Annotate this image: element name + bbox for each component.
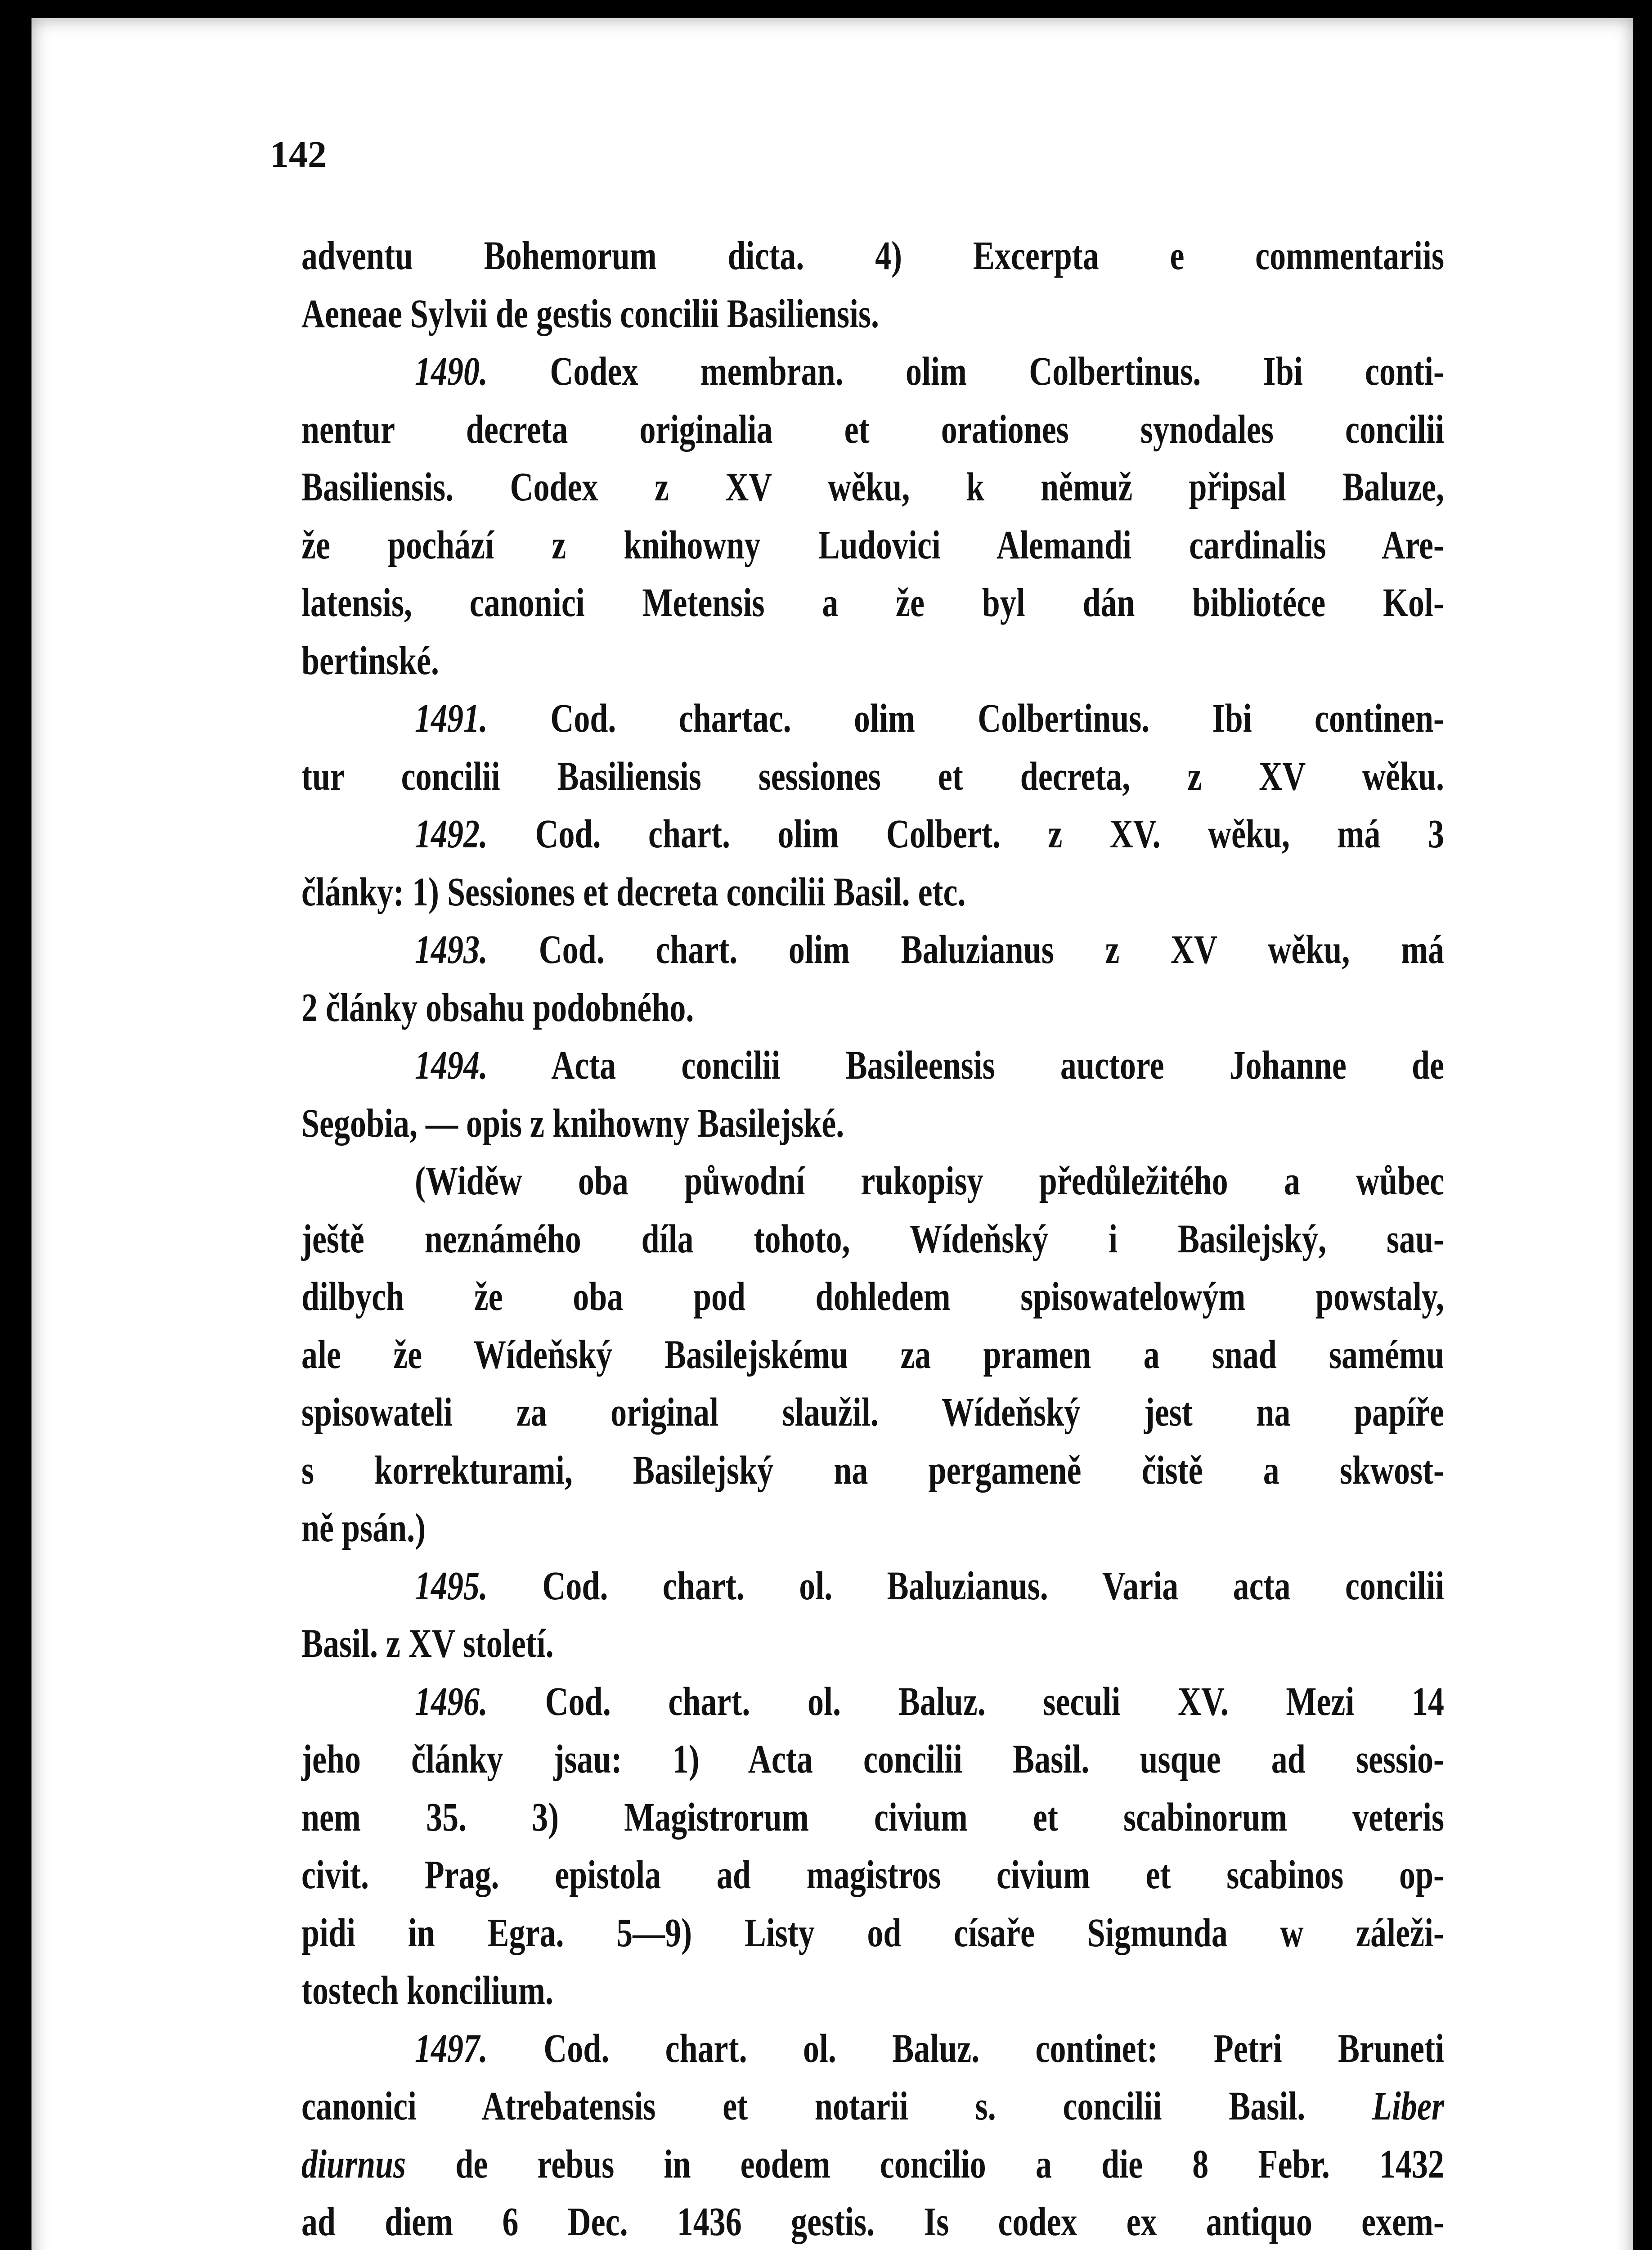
text-run: tostech koncilium.: [301, 1968, 554, 2013]
text-line: [301, 1152, 1444, 1210]
text-run: dilbych že oba pod dohledem spisowatelowým powstaly,: [301, 1274, 1444, 1319]
text-line: [301, 1789, 1444, 1847]
text-line: [301, 1210, 1444, 1269]
text-run: Liber: [1372, 2084, 1444, 2128]
text-line: [301, 1384, 1444, 1442]
text-run: (Widěw oba půwodní rukopisy předůležitého a wůbec: [415, 1159, 1444, 1203]
text-run: Aeneae Sylvii de gestis concilii Basiliensis.: [301, 291, 880, 336]
document-page: [31, 18, 1633, 2250]
text-line: [301, 979, 1444, 1037]
text-run: tur concilii Basiliensis sessiones et decreta, z XV wěku.: [301, 754, 1444, 799]
text-line: [301, 806, 1444, 864]
text-line: [301, 517, 1444, 575]
text-line: [301, 1095, 1444, 1153]
text-run: 2 články obsahu podobného.: [301, 985, 694, 1030]
text-run: pidi in Egra. 5—9) Listy od císaře Sigmunda w záleži-: [301, 1910, 1444, 1955]
text-line: [301, 343, 1444, 401]
text-line: [301, 748, 1444, 806]
text-run: s korrekturami, Basilejský na pergameně čistě a skwost-: [301, 1448, 1444, 1493]
text-line: [301, 1268, 1444, 1326]
text-run: že pochází z knihowny Ludovici Alemandi cardinalis Are-: [301, 522, 1444, 567]
text-run: bertinské.: [301, 638, 439, 683]
text-run: Cod. chartac. olim Colbertinus. Ibi continen-: [488, 696, 1444, 741]
text-run: Acta concilii Basileensis auctore Johanne de: [488, 1043, 1444, 1088]
text-run: latensis, canonici Metensis a že byl dán bibliotéce Kol-: [301, 580, 1444, 625]
text-line: [301, 632, 1444, 690]
text-run: ně psán.): [301, 1506, 426, 1550]
text-run: adventu Bohemorum dicta. 4) Excerpta e commentariis: [301, 234, 1444, 278]
text-run: 1497.: [415, 2026, 488, 2071]
page-number: 142: [270, 134, 327, 176]
text-run: 1491.: [415, 696, 488, 741]
text-line: [301, 2020, 1444, 2078]
text-run: canonici Atrebatensis et notarii s. concilii Basil.: [301, 2084, 1373, 2128]
text-line: [301, 1962, 1444, 2020]
text-line: [301, 401, 1444, 459]
text-line: [301, 690, 1444, 748]
text-run: Codex membran. olim Colbertinus. Ibi conti-: [488, 349, 1444, 394]
text-run: články: 1) Sessiones et decreta concilii Basil. etc.: [301, 869, 966, 914]
text-line: [301, 864, 1444, 922]
text-run: 1490.: [415, 349, 488, 394]
text-run: ale že Wídeňský Basilejskému za pramen a snad samému: [301, 1332, 1444, 1377]
text-run: 1494.: [415, 1043, 488, 1088]
text-run: 1492.: [415, 812, 488, 856]
text-line: [301, 1557, 1444, 1616]
text-run: de rebus in eodem concilio a die 8 Febr. 1432: [406, 2142, 1444, 2187]
text-line: [301, 1615, 1444, 1673]
text-line: [301, 1673, 1444, 1731]
text-line: [301, 2078, 1444, 2136]
text-line: [301, 227, 1444, 285]
text-run: Segobia, — opis z knihowny Basilejské.: [301, 1101, 844, 1146]
text-line: [301, 1846, 1444, 1904]
text-run: jeho články jsau: 1) Acta concilii Basil. usque ad sessio-: [301, 1737, 1444, 1782]
text-run: Basil. z XV století.: [301, 1621, 554, 1666]
text-run: Cod. chart. olim Baluzianus z XV wěku, má: [488, 927, 1444, 972]
text-run: Cod. chart. ol. Baluz. continet: Petri Bruneti: [488, 2026, 1444, 2071]
text-run: Cod. chart. olim Colbert. z XV. wěku, má 3: [488, 812, 1444, 856]
text-run: 1495.: [415, 1563, 488, 1608]
text-line: [301, 1037, 1444, 1095]
text-line: [301, 574, 1444, 632]
text-run: 1493.: [415, 927, 488, 972]
text-run: diurnus: [301, 2142, 406, 2187]
text-run: ještě neznámého díla tohoto, Wídeňský i Basilejský, sau-: [301, 1216, 1444, 1261]
text-line: [301, 1499, 1444, 1557]
text-run: Basiliensis. Codex z XV wěku, k němuž připsal Baluze,: [301, 465, 1444, 509]
text-line: [301, 2193, 1444, 2250]
text-run: spisowateli za original slaužil. Wídeňský jest na papíře: [301, 1390, 1444, 1435]
text-line: [301, 1731, 1444, 1789]
text-run: Cod. chart. ol. Baluzianus. Varia acta concilii: [488, 1563, 1444, 1608]
text-line: [301, 921, 1444, 979]
text-run: civit. Prag. epistola ad magistros civium et scabinos op-: [301, 1853, 1444, 1897]
text-run: nentur decreta originalia et orationes synodales concilii: [301, 407, 1444, 452]
text-run: nem 35. 3) Magistrorum civium et scabinorum veteris: [301, 1795, 1444, 1840]
text-line: [301, 1904, 1444, 1962]
text-line: [301, 1442, 1444, 1500]
text-run: Cod. chart. ol. Baluz. seculi XV. Mezi 14: [488, 1679, 1444, 1724]
body-text: [301, 227, 1444, 2250]
text-line: [301, 459, 1444, 517]
text-line: [301, 1326, 1444, 1384]
text-line: [301, 2136, 1444, 2194]
text-run: 1496.: [415, 1679, 488, 1724]
text-run: ad diem 6 Dec. 1436 gestis. Is codex ex antiquo exem-: [301, 2200, 1444, 2244]
text-line: [301, 285, 1444, 343]
